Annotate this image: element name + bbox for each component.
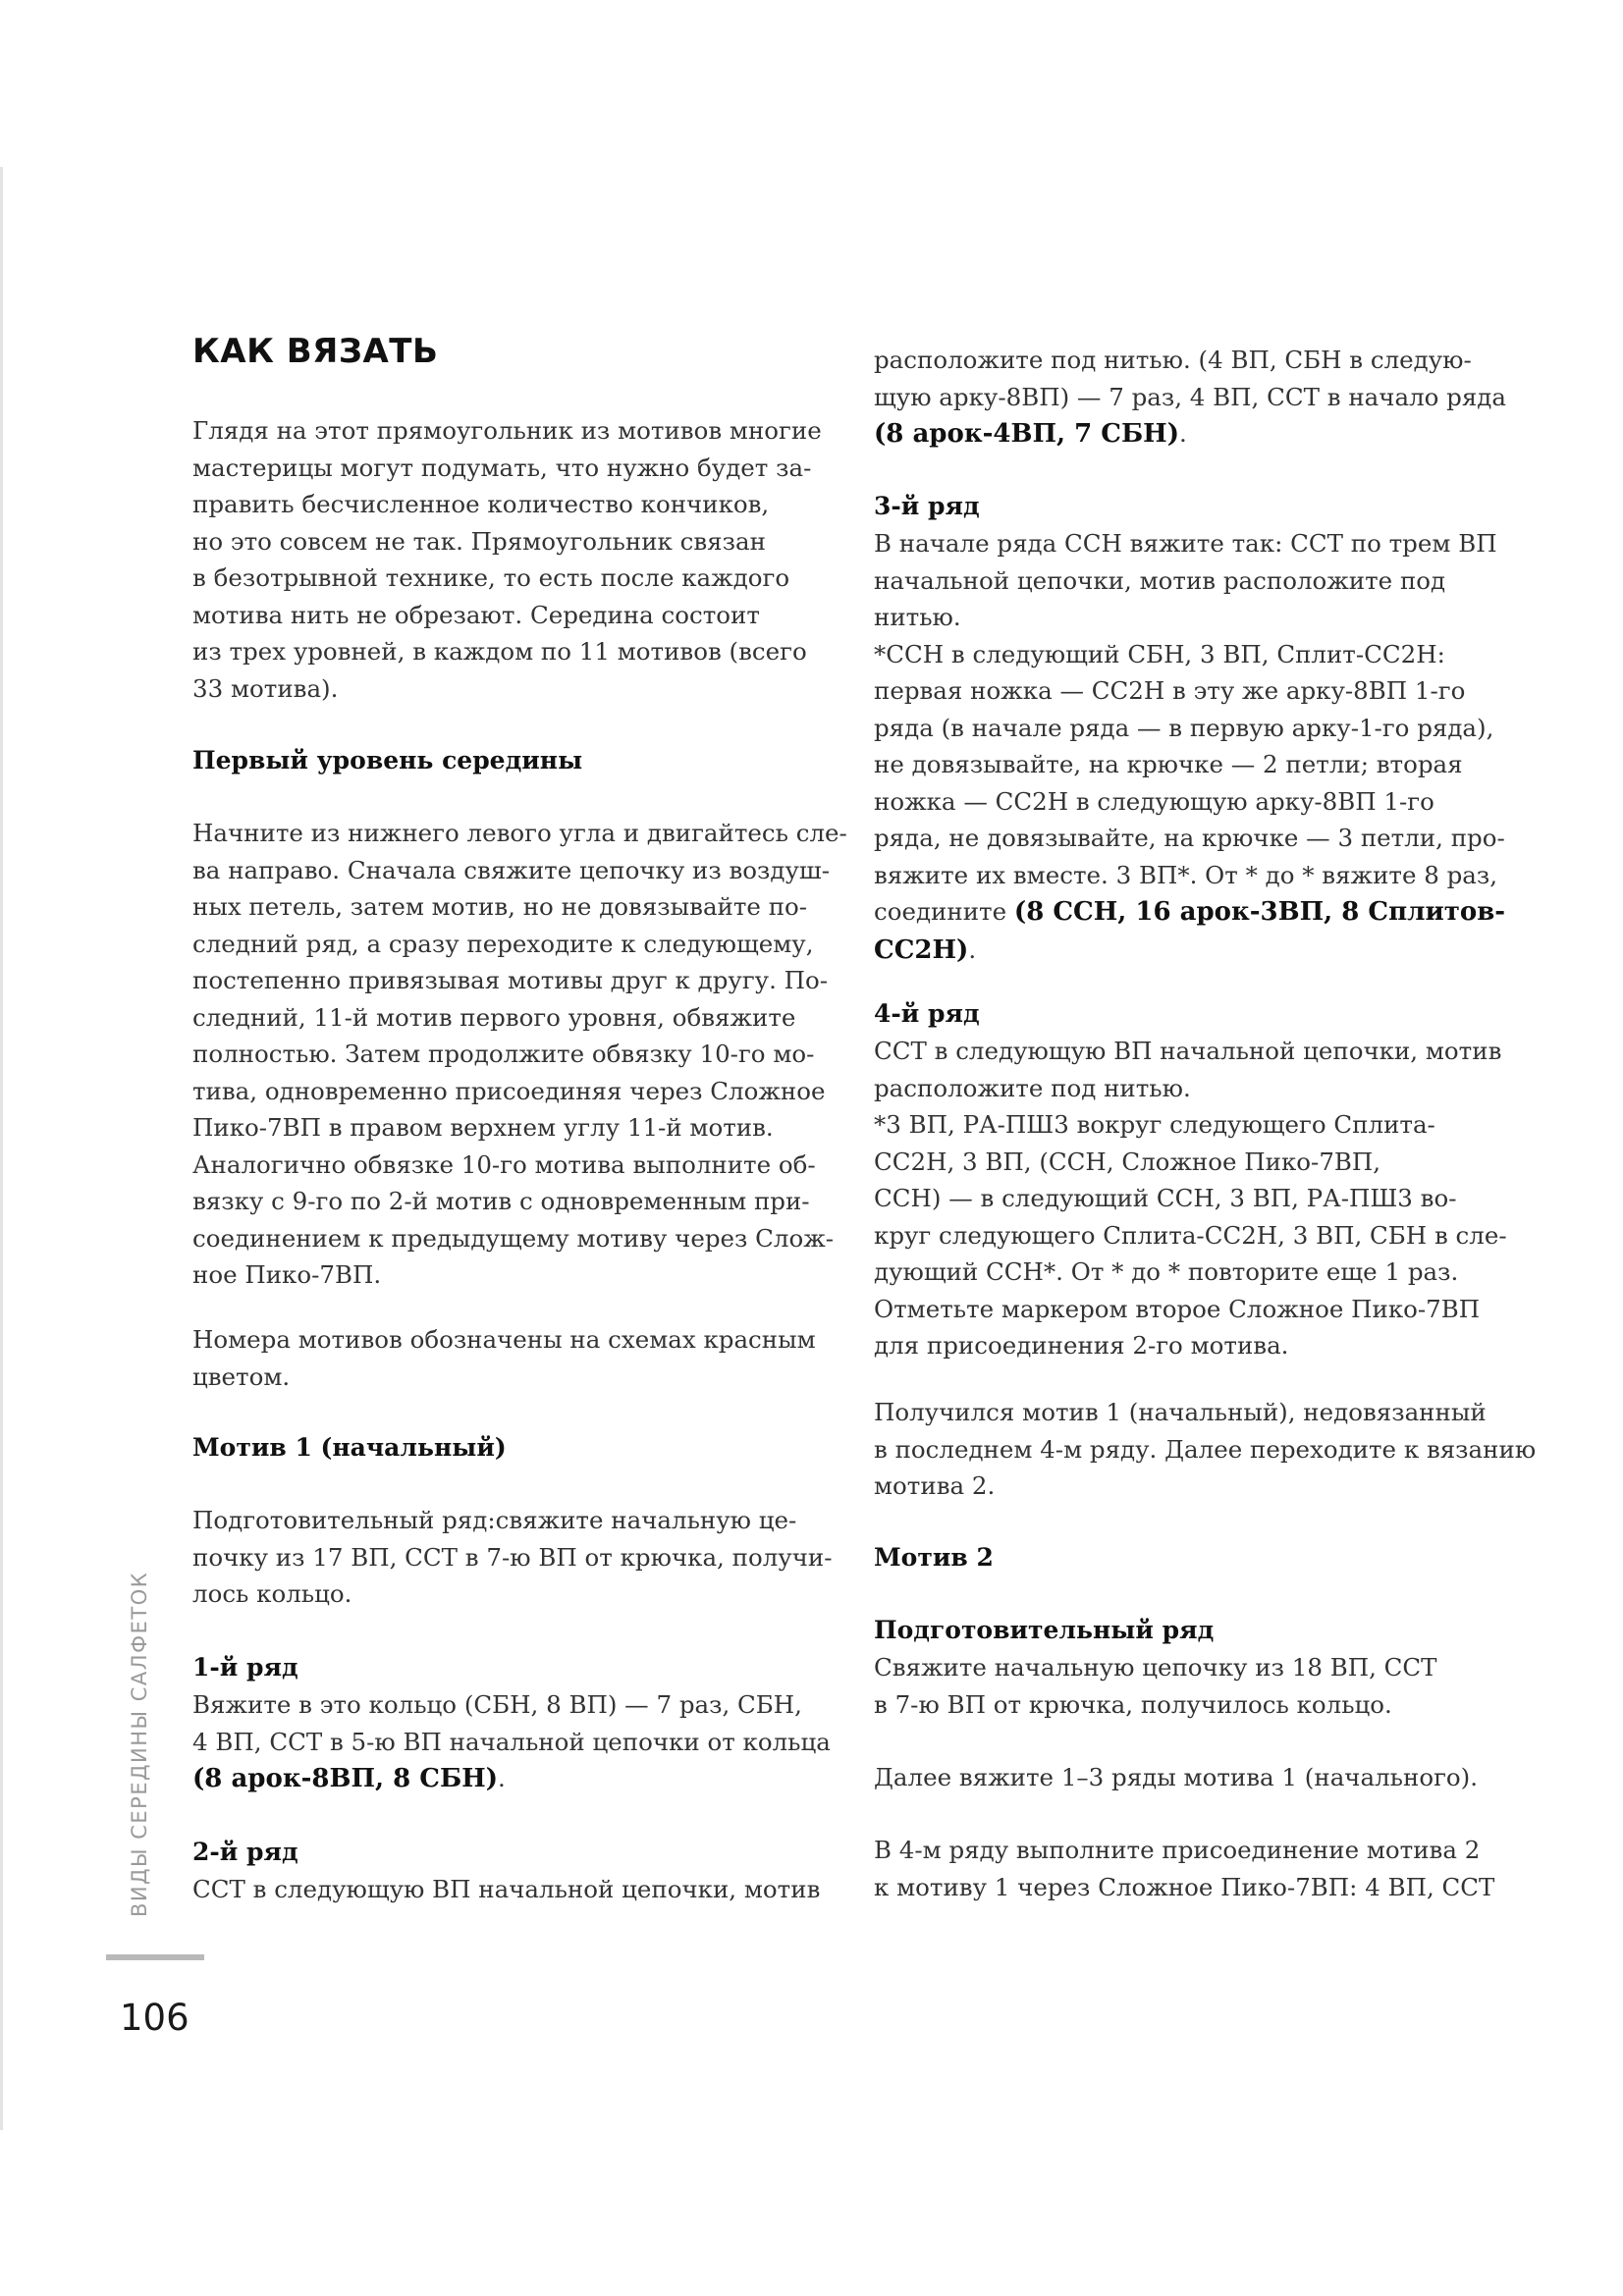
text-line: не довязывайте, на крючке — 2 петли; вторая <box>874 750 1463 778</box>
row3-heading: 3-й ряд <box>874 492 980 520</box>
text-line: Начните из нижнего левого угла и двигайтесь сле- <box>192 819 847 847</box>
text-line: полностью. Затем продолжите обвязку 10-го мо- <box>192 1040 815 1068</box>
text-line: цветом. <box>192 1362 291 1391</box>
row2-heading: 2-й ряд <box>192 1838 298 1866</box>
page-number: 106 <box>120 1997 189 2039</box>
text-line: но это совсем не так. Прямоугольник связан <box>192 526 766 556</box>
text-line: расположите под нитью. <box>874 1073 1191 1102</box>
text-line: ножка — СС2Н в следующую арку-8ВП 1-го <box>874 786 1434 816</box>
text-line: В 4-м ряду выполните присоединение мотива 2 <box>874 1836 1481 1864</box>
row1-paragraph <box>192 1686 840 1798</box>
text-line: 33 мотива). <box>192 673 339 703</box>
text-line: мотива 2. <box>874 1471 996 1500</box>
text-line: вяжите их вместе. 3 ВП*. От * до * вяжите 8 раз, <box>874 860 1498 889</box>
row1-heading: 1-й ряд <box>192 1653 298 1682</box>
text-line: ва направо. Сначала свяжите цепочку из воздуш- <box>192 855 830 884</box>
text-line: первая ножка — СС2Н в эту же арку-8ВП 1-го <box>874 676 1466 705</box>
text-line: ных петель, затем мотив, но не довязывайте по- <box>192 892 808 921</box>
section-side-label: ВИДЫ СЕРЕДИНЫ САЛФЕТОК <box>128 1571 151 1917</box>
text-line: постепенно привязывая мотивы друг к другу. По- <box>192 966 829 994</box>
punctuation: . <box>1179 419 1187 448</box>
page-number-rule <box>106 1954 204 1960</box>
text-line: начальной цепочки, мотив расположите под <box>874 565 1446 595</box>
text-line: Глядя на этот прямоугольник из мотивов многие <box>192 416 822 445</box>
text-line: Подготовительный ряд:свяжите начальную це- <box>192 1506 797 1534</box>
text-line: *ССН в следующий СБН, 3 ВП, Сплит-СС2Н: <box>874 639 1445 668</box>
row4-motif2-paragraph <box>874 1832 1522 1905</box>
text-fragment: соедините <box>874 897 1014 926</box>
row2-paragraph <box>192 1871 840 1908</box>
text-line: из трех уровней, в каждом по 11 мотивов (всего <box>192 637 807 666</box>
text-line: В начале ряда ССН вяжите так: ССТ по трем ВП <box>874 529 1497 558</box>
text-line: Далее вяжите 1–3 ряды мотива 1 (начального). <box>874 1763 1479 1791</box>
level-paragraph <box>192 815 847 1294</box>
page-edge <box>0 167 3 2130</box>
level-heading: Первый уровень середины <box>192 746 583 774</box>
text-line: тива, одновременно присоединяя через Сложное <box>192 1076 826 1105</box>
text-line: Аналогично обвязке 10-го мотива выполните об- <box>192 1149 816 1179</box>
text-line: дующий ССН*. От * до * повторите еще 1 раз. <box>874 1257 1459 1286</box>
text-line: соединением к предыдущему мотиву через Слож- <box>192 1223 835 1253</box>
text-line: щую арку-8ВП) — 7 раз, 4 ВП, ССТ в начало ряда <box>874 382 1506 411</box>
text-line: следний, 11-й мотив первого уровня, обвяжите <box>192 1002 796 1032</box>
text-line: править бесчисленное количество кончиков, <box>192 490 770 518</box>
text-line: Вяжите в это кольцо (СБН, 8 ВП) — 7 раз, СБН, <box>192 1690 802 1719</box>
text-line: мастерицы могут подумать, что нужно будет за- <box>192 453 812 482</box>
result-paragraph <box>874 1394 1537 1505</box>
stitch-count: (8 ССН, 16 арок-3ВП, 8 Сплитов- <box>1013 897 1506 927</box>
text-line: нитью. <box>874 603 961 631</box>
text-line: в последнем 4-м ряду. Далее переходите к вязанию <box>874 1434 1537 1464</box>
text-line: вязку с 9-го по 2-й мотив с одновременным при- <box>192 1187 810 1215</box>
row4-heading: 4-й ряд <box>874 999 980 1028</box>
row4-paragraph <box>874 1033 1522 1364</box>
text-line: Свяжите начальную цепочку из 18 ВП, ССТ <box>874 1653 1437 1682</box>
text-line <box>874 932 1522 970</box>
punctuation: . <box>968 934 977 964</box>
text-line: почку из 17 ВП, ССТ в 7-ю ВП от крючка, получи- <box>192 1542 833 1572</box>
text-line: 4 ВП, ССТ в 5-ю ВП начальной цепочки от кольца <box>192 1727 831 1756</box>
intro-paragraph <box>192 412 840 707</box>
text-line: ССТ в следующую ВП начальной цепочки, мотив <box>192 1875 821 1903</box>
prep-paragraph <box>192 1502 840 1613</box>
text-line: круг следующего Сплита-СС2Н, 3 ВП, СБН в сле- <box>874 1220 1507 1250</box>
text-line: мотива нить не обрезают. Середина состоит <box>192 600 760 629</box>
text-line: Номера мотивов обозначены на схемах красным <box>192 1325 816 1354</box>
motif2-heading: Мотив 2 <box>874 1543 994 1572</box>
text-line <box>192 1760 840 1798</box>
text-line: лось кольцо. <box>192 1579 352 1608</box>
stitch-count: СС2Н) <box>874 934 969 965</box>
punctuation: . <box>498 1764 506 1792</box>
text-line <box>874 893 1522 932</box>
motif1-heading: Мотив 1 (начальный) <box>192 1433 507 1462</box>
text-line <box>874 415 1522 454</box>
text-line: ССН) — в следующий ССН, 3 ВП, РА-ПШ3 во- <box>874 1184 1457 1212</box>
text-line: для присоединения 2-го мотива. <box>874 1331 1289 1360</box>
text-line: ССТ в следующую ВП начальной цепочки, мотив <box>874 1037 1502 1065</box>
numbers-note <box>192 1321 840 1395</box>
text-line: Отметьте маркером второе Сложное Пико-7ВП <box>874 1294 1481 1323</box>
text-line: ряда (в начале ряда — в первую арку-1-го ряда), <box>874 713 1494 742</box>
text-line: *3 ВП, РА-ПШ3 вокруг следующего Сплита- <box>874 1110 1435 1139</box>
stitch-count: (8 арок-4ВП, 7 СБН) <box>874 419 1180 449</box>
prep-row-heading: Подготовительный ряд <box>874 1616 1215 1644</box>
text-line: расположите под нитью. (4 ВП, СБН в следую- <box>874 346 1472 374</box>
text-line: ное Пико-7ВП. <box>192 1260 382 1289</box>
row2-continuation <box>874 342 1522 454</box>
text-line: СС2Н, 3 ВП, (ССН, Сложное Пико-7ВП, <box>874 1147 1381 1176</box>
text-line: следний ряд, а сразу переходите к следующему, <box>192 929 814 958</box>
text-line: к мотиву 1 через Сложное Пико-7ВП: 4 ВП, ССТ <box>874 1872 1495 1901</box>
text-line: Получился мотив 1 (начальный), недовязанный <box>874 1398 1487 1426</box>
prep-row-paragraph <box>874 1649 1522 1723</box>
text-line: в 7-ю ВП от крючка, получилось кольцо. <box>874 1689 1392 1719</box>
page-title: КАК ВЯЗАТЬ <box>192 332 439 371</box>
row3-paragraph <box>874 525 1522 969</box>
further-paragraph <box>874 1759 1522 1796</box>
text-line: в безотрывной технике, то есть после каждого <box>192 563 790 592</box>
stitch-count: (8 арок-8ВП, 8 СБН) <box>192 1764 499 1793</box>
text-line: ряда, не довязывайте, на крючке — 3 петли, про- <box>874 824 1505 852</box>
text-line: Пико-7ВП в правом верхнем углу 11-й мотив. <box>192 1113 774 1142</box>
